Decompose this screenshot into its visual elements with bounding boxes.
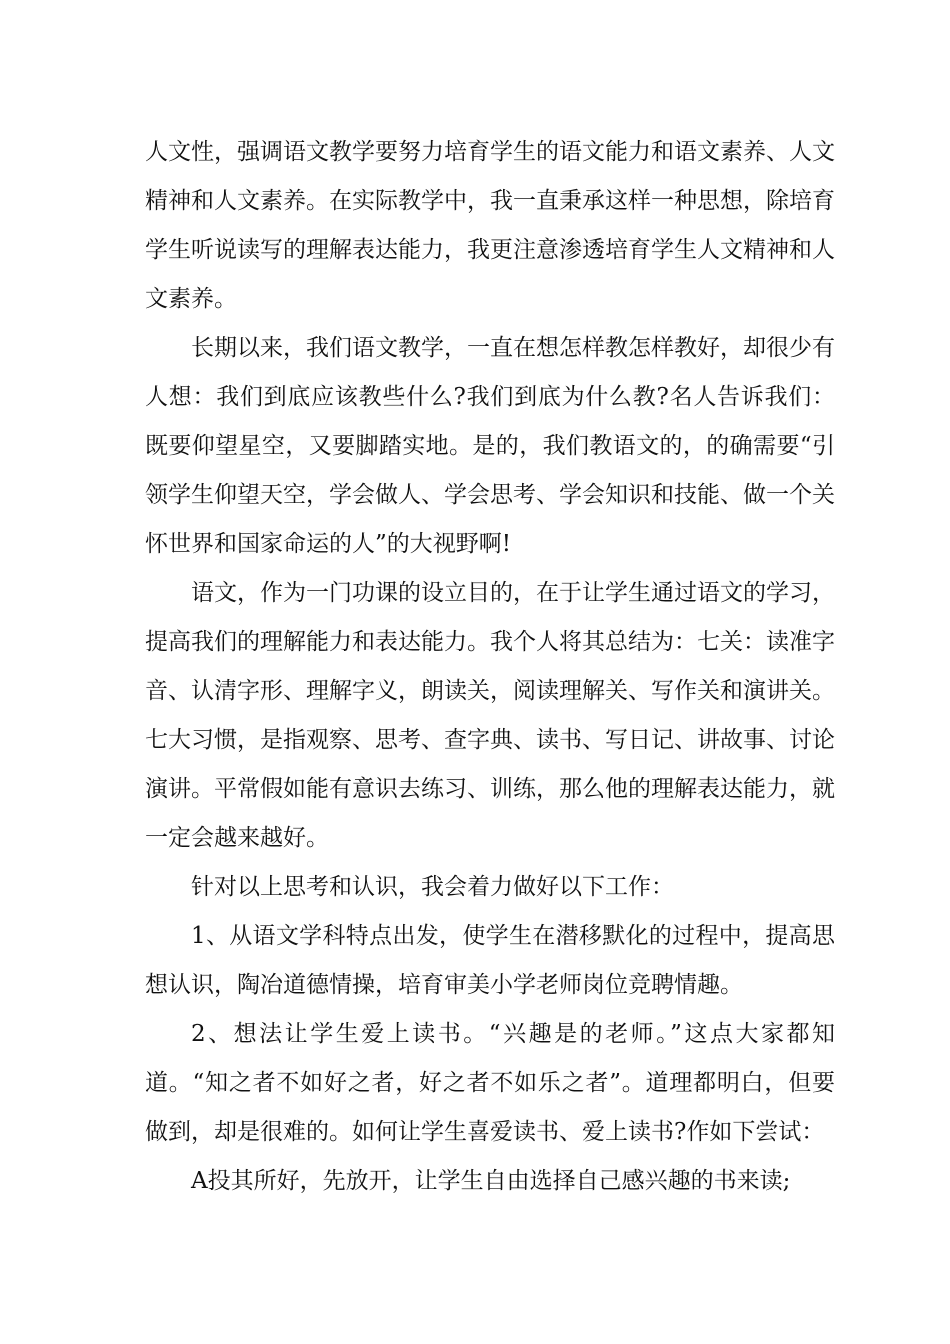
paragraph: 长期以来，我们语文教学，一直在想怎样教怎样教好，却很少有人想：我们到底应该教些什么?我们到底为什么教?名人告诉我们：既要仰望星空，又要脚踏实地。是的，我们教语文的，的确需要“引领学生仰望天空，学会做人、学会思考、学会知识和技能、做一个关怀世界和国家命运的人”的大视野啊! xyxy=(145,335,835,557)
paragraph: 语文，作为一门功课的设立目的，在于让学生通过语文的学习，提高我们的理解能力和表达能力。我个人将其总结为：七关：读准字音、认清字形、理解字义，朗读关，阅读理解关、写作关和演讲关。七大习惯，是指观察、思考、查字典、读书、写日记、讲故事、讨论演讲。平常假如能有意识去练习、训练，那么他的理解表达能力，就一定会越来越好。 xyxy=(145,580,835,851)
paragraph: 1、从语文学科特点出发，使学生在潜移默化的过程中，提高思想认识，陶冶道德情操，培育审美小学老师岗位竞聘情趣。 xyxy=(145,923,835,998)
paragraph: 针对以上思考和认识，我会着力做好以下工作： xyxy=(191,874,674,900)
paragraph-continuation: 人文性，强调语文教学要努力培育学生的语文能力和语文素养、人文精神和人文素养。在实际教学中，我一直秉承这样一种思想，除培育学生听说读写的理解表达能力，我更注意渗透培育学生人文精神和人文素养。 xyxy=(145,139,835,312)
paragraph: A投其所好，先放开，让学生自由选择自己感兴趣的书来读; xyxy=(191,1168,791,1194)
body-text xyxy=(145,128,835,1206)
paragraph: 2、想法让学生爱上读书。“兴趣是的老师。”这点大家都知道。“知之者不如好之者，好之者不如乐之者”。道理都明白，但要做到，却是很难的。如何让学生喜爱读书、爱上读书?作如下尝试： xyxy=(145,1021,835,1145)
